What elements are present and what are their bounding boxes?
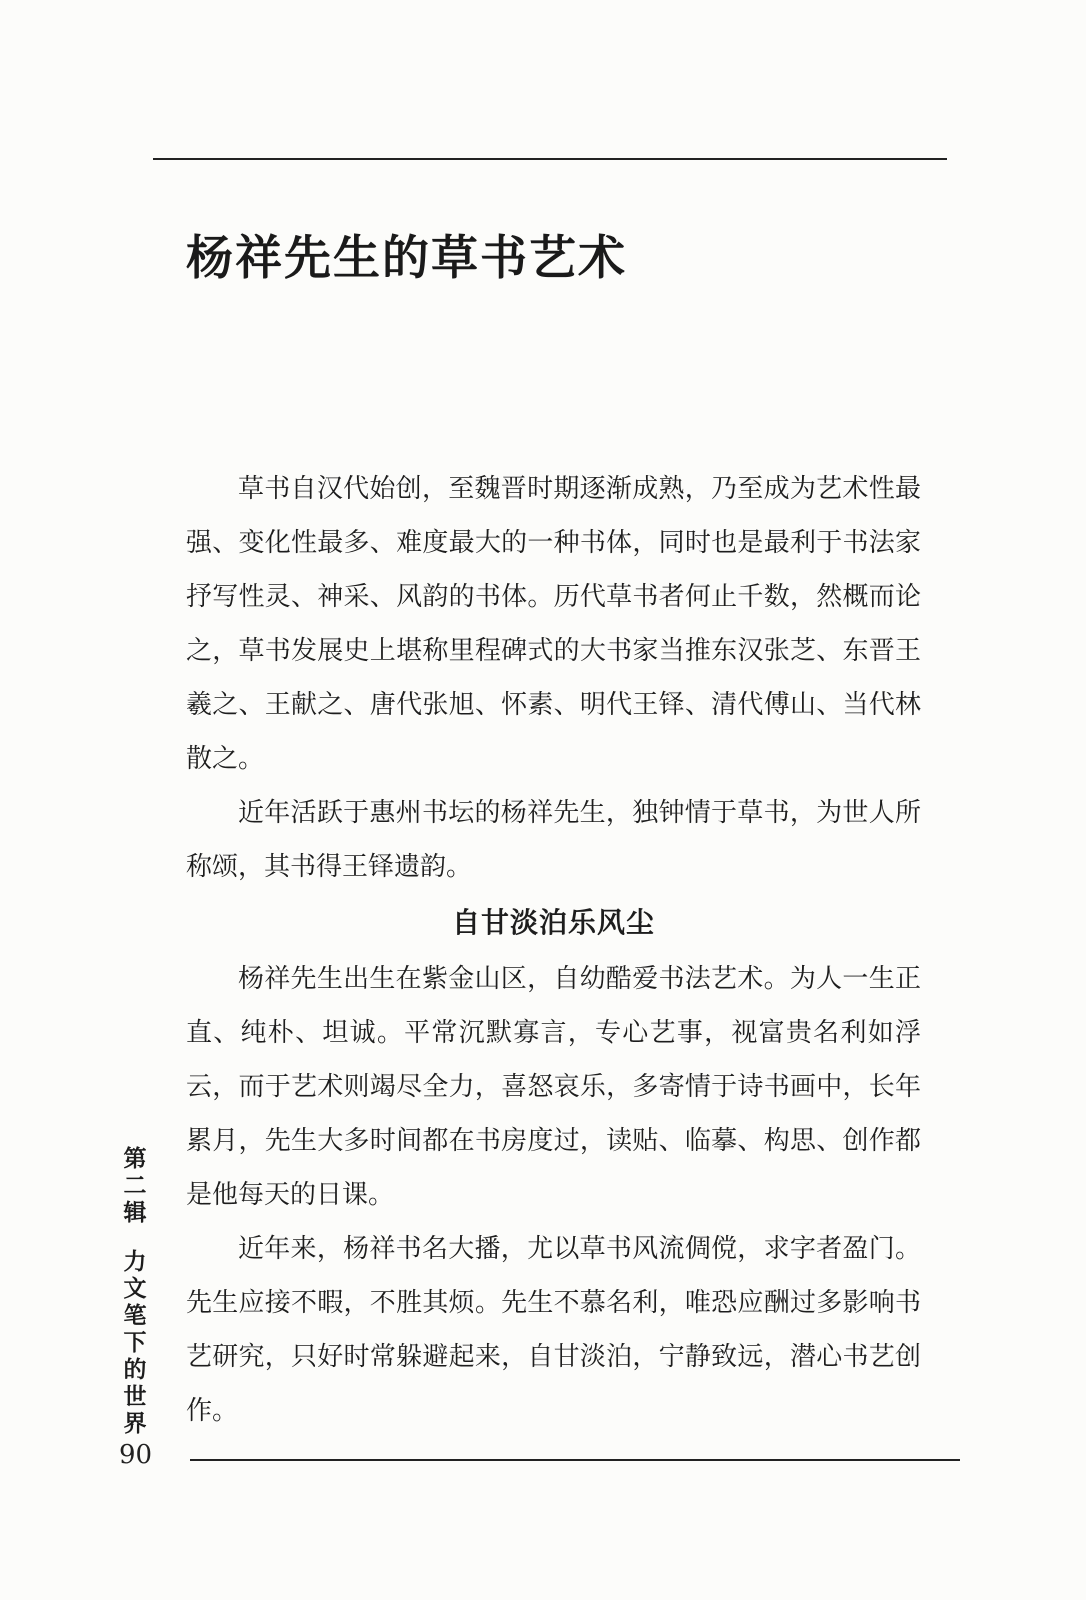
bottom-rule (190, 1459, 960, 1461)
running-head-vertical (118, 1146, 152, 1438)
top-rule (153, 158, 947, 160)
running-head-book-title: 力 文 笔 下 的 世 界 (123, 1249, 147, 1437)
running-head-part: 第 二 辑 (123, 1146, 147, 1226)
paragraph-section-1: 杨祥先生出生在紫金山区，自幼酷爱书法艺术。为人一生正直、纯朴、坦诚。平常沉默寡言，专心艺事，视富贵名利如浮云，而于艺术则竭尽全力，喜怒哀乐，多寄情于诗书画中，长年累月，先生大多时间都在书房度过，读贴、临摹、构思、创作都是他每天的日课。 (186, 964, 921, 1210)
article-title: 杨祥先生的草书艺术 (186, 231, 627, 286)
paragraph-intro-2: 近年活跃于惠州书坛的杨祥先生，独钟情于草书，为世人所称颂，其书得王铎遗韵。 (186, 798, 921, 882)
paragraph-section-2: 近年来，杨祥书名大播，尤以草书风流倜傥，求字者盈门。先生应接不暇，不胜其烦。先生不慕名利，唯恐应酬过多影响书艺研究，只好时常躲避起来，自甘淡泊，宁静致远，潜心书艺创作。 (186, 1234, 921, 1426)
paragraph-intro-1: 草书自汉代始创，至魏晋时期逐渐成熟，乃至成为艺术性最强、变化性最多、难度最大的一种书体，同时也是最利于书法家抒写性灵、神采、风韵的书体。历代草书者何止千数，然概而论之，草书发展史上堪称里程碑式的大书家当推东汉张芝、东晋王羲之、王献之、唐代张旭、怀素、明代王铎、清代傅山、当代林散之。 (186, 474, 921, 774)
section-heading: 自甘淡泊乐风尘 (451, 906, 655, 939)
article-body (186, 462, 921, 1438)
page-number: 90 (119, 1440, 153, 1470)
